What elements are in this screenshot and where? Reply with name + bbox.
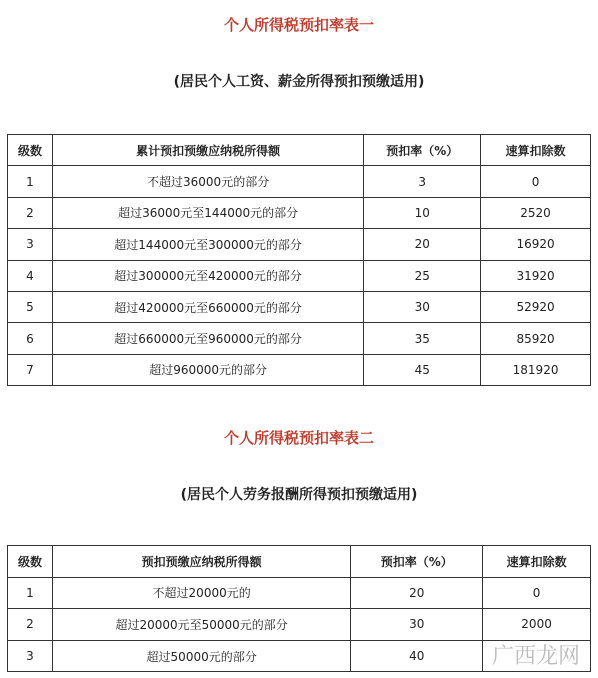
cell-income-range: 超过300000元至420000元的部分 bbox=[52, 260, 363, 291]
table-header-row bbox=[8, 546, 591, 578]
header-income: 预扣预缴应纳税所得额 bbox=[52, 546, 350, 578]
table-row bbox=[8, 260, 591, 291]
cell-rate: 3 bbox=[364, 166, 481, 197]
cell-level: 3 bbox=[8, 640, 53, 672]
cell-level: 6 bbox=[8, 323, 53, 354]
cell-rate: 45 bbox=[364, 354, 481, 385]
table-row bbox=[8, 609, 591, 641]
header-rate: 预扣率（%） bbox=[351, 546, 483, 578]
header-rate: 预扣率（%） bbox=[364, 135, 481, 166]
cell-rate: 25 bbox=[364, 260, 481, 291]
header-deduction: 速算扣除数 bbox=[481, 135, 591, 166]
table1-title: 个人所得税预扣率表一 bbox=[223, 16, 374, 34]
cell-deduction: 0 bbox=[481, 166, 591, 197]
cell-income-range: 超过660000元至960000元的部分 bbox=[52, 323, 363, 354]
cell-income-range: 超过144000元至300000元的部分 bbox=[52, 229, 363, 260]
table-row bbox=[8, 577, 591, 609]
cell-deduction: 52920 bbox=[481, 291, 591, 322]
table-row bbox=[8, 229, 591, 260]
watermark-logo: 广西龙网 bbox=[491, 644, 580, 669]
cell-rate: 30 bbox=[351, 609, 483, 641]
cell-deduction: 31920 bbox=[481, 260, 591, 291]
cell-deduction: 85920 bbox=[481, 323, 591, 354]
header-deduction: 速算扣除数 bbox=[483, 546, 591, 578]
cell-level: 2 bbox=[8, 609, 53, 641]
cell-rate: 20 bbox=[351, 577, 483, 609]
tax-rate-table-1 bbox=[7, 134, 591, 386]
cell-level: 1 bbox=[8, 577, 53, 609]
cell-income-range: 不超过36000元的部分 bbox=[52, 166, 363, 197]
table1-subtitle: (居民个人工资、薪金所得预扣预缴适用) bbox=[173, 74, 425, 90]
table-row bbox=[8, 291, 591, 322]
cell-level: 3 bbox=[8, 229, 53, 260]
header-income: 累计预扣预缴应纳税所得额 bbox=[52, 135, 363, 166]
cell-deduction: 181920 bbox=[481, 354, 591, 385]
cell-rate: 40 bbox=[351, 640, 483, 672]
cell-deduction: 16920 bbox=[481, 229, 591, 260]
cell-deduction: 2000 bbox=[483, 609, 591, 641]
cell-level: 5 bbox=[8, 291, 53, 322]
cell-level: 2 bbox=[8, 197, 53, 228]
table-row bbox=[8, 323, 591, 354]
table-row bbox=[8, 197, 591, 228]
cell-rate: 10 bbox=[364, 197, 481, 228]
cell-income-range: 不超过20000元的 bbox=[52, 577, 350, 609]
cell-income-range: 超过50000元的部分 bbox=[52, 640, 350, 672]
cell-rate: 20 bbox=[364, 229, 481, 260]
cell-level: 7 bbox=[8, 354, 53, 385]
cell-income-range: 超过420000元至660000元的部分 bbox=[52, 291, 363, 322]
cell-level: 4 bbox=[8, 260, 53, 291]
table-row bbox=[8, 166, 591, 197]
header-level: 级数 bbox=[8, 546, 53, 578]
cell-income-range: 超过960000元的部分 bbox=[52, 354, 363, 385]
cell-level: 1 bbox=[8, 166, 53, 197]
cell-rate: 35 bbox=[364, 323, 481, 354]
table2-title: 个人所得税预扣率表二 bbox=[223, 429, 374, 447]
table-row bbox=[8, 354, 591, 385]
cell-deduction: 2520 bbox=[481, 197, 591, 228]
header-level: 级数 bbox=[8, 135, 53, 166]
cell-income-range: 超过36000元至144000元的部分 bbox=[52, 197, 363, 228]
cell-deduction: 0 bbox=[483, 577, 591, 609]
table2-subtitle: (居民个人劳务报酬所得预扣预缴适用) bbox=[180, 487, 418, 503]
cell-income-range: 超过20000元至50000元的部分 bbox=[52, 609, 350, 641]
cell-rate: 30 bbox=[364, 291, 481, 322]
table-header-row bbox=[8, 135, 591, 166]
